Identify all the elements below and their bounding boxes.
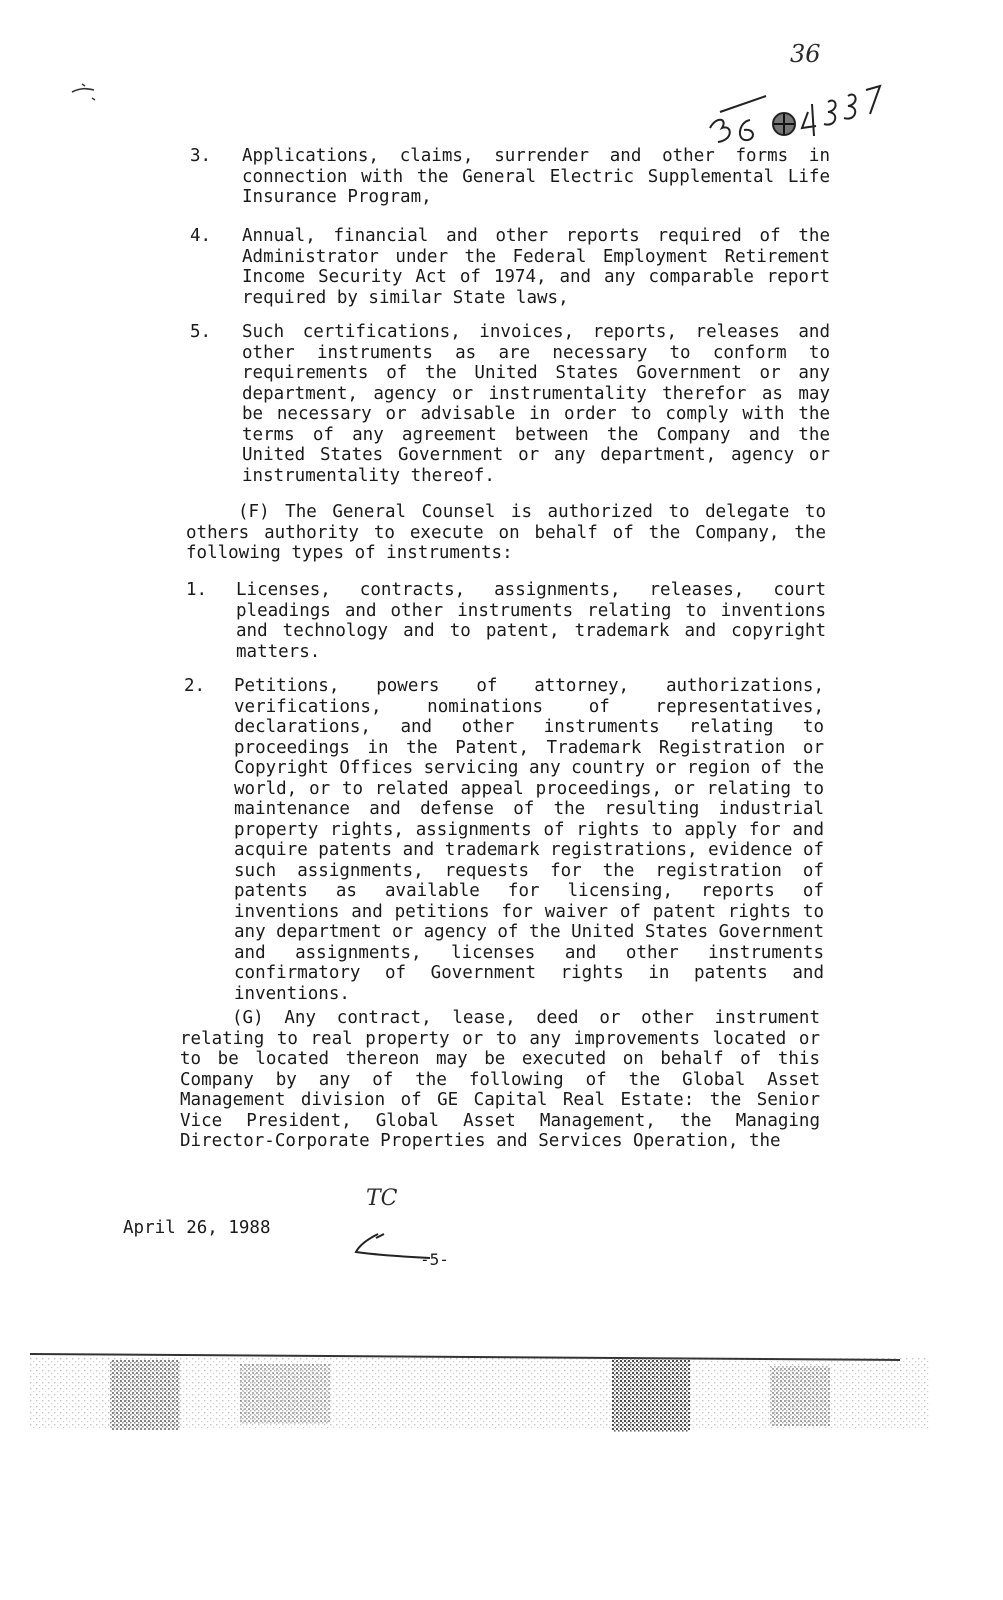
item-number: 3. xyxy=(190,146,212,166)
item-number: 4. xyxy=(190,226,212,246)
item-text: Applications, claims, surrender and other forms in connection with the General Electric Supplemental Life Insurance Program, xyxy=(242,146,830,207)
page-number: -5- xyxy=(420,1250,449,1269)
stray-mark-icon xyxy=(64,76,104,106)
handwritten-initials: TC xyxy=(366,1186,398,1211)
handwritten-code: 36 xyxy=(790,40,821,68)
item-text: Annual, financial and other reports required of the Administrator under the Federal Employment Retirement Income Security Act of 1974, and any comparable report required by similar State laws, xyxy=(242,226,830,308)
item-number: 2. xyxy=(184,676,206,696)
paragraph-f: (F) The General Counsel is authorized to delegate to others authority to execute on behalf of the Company, the following types of instruments: xyxy=(186,502,826,563)
paragraph-g: (G) Any contract, lease, deed or other instrument relating to real property or to any improvements located or to be located thereon may be executed on behalf of this Company by any of the following of the Global Asset Management division of GE Capital Real Estate: the Senior Vice President, Global Asset Management, the Managing Director-Corporate Properties and Services Operation, the xyxy=(180,1008,820,1151)
handwritten-stamp xyxy=(690,40,890,150)
item-text: Such certifications, invoices, reports, releases and other instruments as are necessary to conform to requirements of the United States Government or any department, agency or instrumentality therefor as may be necessary or advisable in order to comply with the terms of any agreement between the Company and the United States Government or any department, agency or instrumentality thereof. xyxy=(242,322,830,486)
item-text: Licenses, contracts, assignments, releases, court pleadings and other instruments relating to inventions and technology and to patent, trademark and copyright matters. xyxy=(236,580,826,662)
scan-noise xyxy=(0,1340,1003,1450)
item-number: 1. xyxy=(186,580,208,600)
item-text: Petitions, powers of attorney, authorizations, verifications, nominations of representatives, declarations, and other instruments relating to proceedings in the Patent, Trademark Registration or Copyright Offices servicing any country or region of the world, or to related appeal proceedings, or relating to maintenance and defense of the resulting industrial property rights, assignments of rights to apply for and acquire patents and trademark registrations, evidence of such assignments, requests for the registration of patents as available for licensing, reports of inventions and petitions for waiver of patent rights to any department or agency of the United States Government and assignments, licenses and other instruments confirmatory of Government rights in patents and inventions. xyxy=(234,676,825,1004)
document-date: April 26, 1988 xyxy=(123,1218,271,1238)
item-number: 5. xyxy=(190,322,212,342)
